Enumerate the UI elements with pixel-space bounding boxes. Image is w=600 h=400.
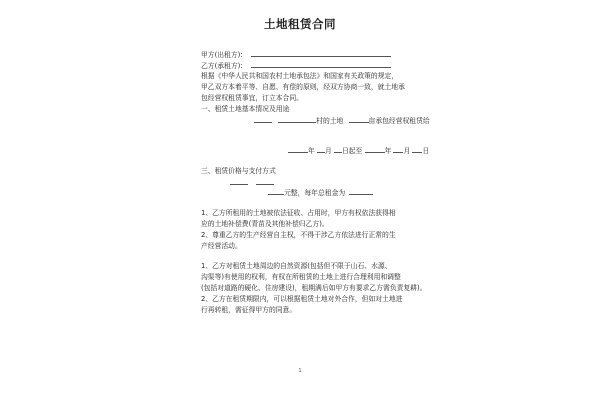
- clause-b-line-4: 2、乙方在租赁期限内，可以根据租赁土地对外合作，但如对土地进: [201, 295, 403, 303]
- party-b-field[interactable]: [251, 60, 391, 68]
- section-1-title: 一、租赁土地基本情况及用途: [201, 105, 290, 113]
- clause-a-line-2: 应的土地补偿费(青苗及其他补偿归乙方)。: [201, 220, 329, 228]
- clause-a-line-1: 1、乙方所租用的土地被依法征收、占用时，甲方有权依法获得相: [201, 209, 396, 217]
- party-a-line: [201, 49, 391, 60]
- term-day-label-2: 日: [422, 147, 430, 155]
- term-line: [288, 145, 429, 156]
- document-title: 土地租赁合同: [264, 17, 336, 31]
- price-blank-2[interactable]: [256, 177, 274, 185]
- term-year-label-2: 年: [384, 147, 392, 155]
- land-blank-2[interactable]: [278, 115, 316, 123]
- land-area-blank[interactable]: [349, 115, 369, 123]
- clause-a-line-4: 产经营活动。: [201, 242, 242, 250]
- rent-amount-blank[interactable]: [268, 187, 284, 195]
- land-info-line: [254, 115, 430, 126]
- party-b-line: [201, 60, 391, 71]
- preamble-line-2: 甲乙双方本着平等、自愿、有偿的原则，经双方协商一致，就土地承: [201, 83, 405, 91]
- term-month-blank-2[interactable]: [393, 145, 403, 153]
- term-month-blank-1[interactable]: [317, 145, 325, 153]
- term-year-label-1: 年: [308, 147, 315, 155]
- party-a-label: 甲方(出租方):: [201, 51, 243, 59]
- price-blank-1[interactable]: [230, 177, 248, 185]
- term-from-label: 日起至: [341, 147, 363, 155]
- term-day-blank-2[interactable]: [412, 145, 422, 153]
- land-location-text: 村的土地: [316, 117, 344, 125]
- clause-b-line-1: 1、乙方对租赁土地周边的自然资源(包括但不限于山石、水源、: [201, 262, 392, 270]
- clause-a-line-3: 2、尊重乙方的生产经营自主权，不得干涉乙方依法进行正常的生: [201, 231, 396, 239]
- party-b-label: 乙方(承租方):: [201, 62, 243, 70]
- land-blank-1[interactable]: [254, 115, 272, 123]
- price-prefix-text: 元整，每年总租金为: [284, 189, 346, 197]
- total-rent-blank[interactable]: [349, 187, 373, 195]
- term-year-blank-1[interactable]: [288, 145, 308, 153]
- clause-b-line-3: (包括对道路的硬化、住房建设)，租期满后如甲方有要求乙方需负责复耕)。: [201, 284, 427, 292]
- section-3-title: 三、租赁价格与支付方式: [201, 167, 276, 175]
- party-a-field[interactable]: [251, 49, 391, 57]
- preamble-line-3: 包经营权租赁事宜，订立本合同。: [201, 94, 303, 102]
- rent-line: [268, 187, 373, 198]
- land-use-text: 亩承包经营权租赁给: [368, 117, 430, 125]
- term-month-label-2: 月: [403, 147, 411, 155]
- clause-b-line-2: 沟渠等)有使用的权利，有权在所租赁的土地上进行合理利用和调整: [201, 273, 401, 281]
- clause-b-line-5: 行再转租，需征得甲方的同意。: [201, 306, 297, 314]
- term-day-blank-1[interactable]: [334, 145, 342, 153]
- page-number: 1: [298, 368, 302, 374]
- term-month-label-1: 月: [324, 147, 332, 155]
- term-year-blank-2[interactable]: [365, 145, 385, 153]
- preamble-line-1: 根据《中华人民共和国农村土地承包法》和国家有关政策的规定，: [201, 72, 399, 80]
